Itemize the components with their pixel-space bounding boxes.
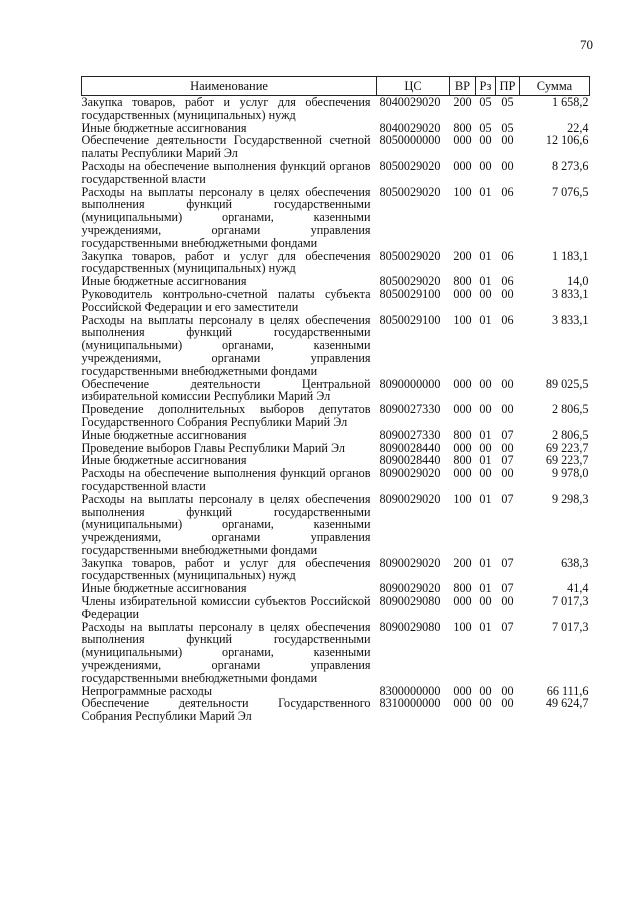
table-header-row <box>82 77 590 96</box>
cell-sum: 7 076,5 <box>551 184 589 199</box>
cell-rz: 00 <box>479 466 492 481</box>
cell-rz: 00 <box>479 696 492 711</box>
cell-pr: 07 <box>501 555 514 570</box>
table-row <box>82 621 590 685</box>
cell-vr: 800 <box>453 453 472 468</box>
cell-sum: 89 025,5 <box>545 376 589 391</box>
cell-vr: 000 <box>453 696 472 711</box>
cell-sum: 2 806,5 <box>551 427 589 442</box>
table-body <box>82 96 590 724</box>
cell-name: Члены избирательной комиссии субъектов Российской Федерации <box>81 594 371 621</box>
cell-rz: 01 <box>479 555 492 570</box>
cell-name: Закупка товаров, работ и услуг для обеспечения государственных (муниципальных) нужд <box>81 555 371 583</box>
cell-sum: 14,0 <box>567 274 589 289</box>
cell-name: Расходы на выплаты персоналу в целях обеспечения выполнения функций государственными (муниципальными) органами, казенными учреждениями, органами управления государственными внебюджетными фондами <box>81 619 371 685</box>
cell-name: Закупка товаров, работ и услуг для обеспечения государственных (муниципальных) нужд <box>81 248 371 276</box>
cell-rz: 00 <box>479 133 492 148</box>
cell-pr: 07 <box>501 491 514 506</box>
page-number: 70 <box>580 37 593 52</box>
cell-cs: 8050029020 <box>379 248 441 263</box>
cell-cs: 8050029020 <box>379 274 441 289</box>
cell-vr: 000 <box>453 402 472 417</box>
cell-rz: 01 <box>479 453 492 468</box>
cell-sum: 7 017,3 <box>551 619 589 634</box>
cell-cs: 8310000000 <box>379 696 441 711</box>
cell-sum: 9 298,3 <box>551 491 589 506</box>
cell-name: Обеспечение деятельности Государственной счетной палаты Республики Марий Эл <box>81 133 371 161</box>
cell-sum: 12 106,6 <box>545 133 589 148</box>
cell-cs: 8090000000 <box>379 376 441 391</box>
cell-sum: 3 833,1 <box>551 312 589 327</box>
cell-name: Закупка товаров, работ и услуг для обеспечения государственных (муниципальных) нужд <box>81 95 371 122</box>
cell-rz: 00 <box>479 286 492 301</box>
cell-name: Проведение выборов Главы Республики Марий Эл <box>81 440 345 455</box>
table-row <box>82 96 590 122</box>
cell-vr: 000 <box>453 376 472 391</box>
cell-pr: 00 <box>501 402 514 417</box>
cell-name: Иные бюджетные ассигнования <box>81 427 247 442</box>
cell-rz: 01 <box>479 581 492 596</box>
cell-sum: 9 978,0 <box>551 466 589 481</box>
cell-pr: 07 <box>501 581 514 596</box>
cell-sum: 69 223,7 <box>545 440 589 455</box>
cell-vr: 100 <box>453 312 472 327</box>
cell-cs: 8040029020 <box>379 95 441 109</box>
cell-sum: 41,4 <box>567 581 589 596</box>
cell-cs: 8090028440 <box>379 440 441 455</box>
cell-pr: 06 <box>501 274 514 289</box>
table-row <box>82 467 590 493</box>
header-name: Наименование <box>82 77 377 96</box>
cell-sum: 3 833,1 <box>551 286 589 301</box>
cell-pr: 00 <box>501 158 514 173</box>
cell-pr: 07 <box>501 427 514 442</box>
table-row <box>82 250 590 276</box>
cell-sum: 8 273,6 <box>551 158 589 173</box>
table-row <box>82 288 590 314</box>
table-row <box>82 403 590 429</box>
cell-rz: 01 <box>479 312 492 327</box>
table-row <box>82 429 590 442</box>
table-row <box>82 493 590 557</box>
cell-cs: 8090029020 <box>379 466 441 481</box>
cell-name: Иные бюджетные ассигнования <box>81 274 247 289</box>
cell-pr: 05 <box>501 120 514 135</box>
cell-sum: 66 111,6 <box>546 683 589 698</box>
header-sum: Сумма <box>520 77 590 96</box>
cell-pr: 00 <box>501 133 514 148</box>
cell-name: Обеспечение деятельности Центральной избирательной комиссии Республики Марий Эл <box>81 376 371 404</box>
cell-vr: 800 <box>453 427 472 442</box>
cell-name: Иные бюджетные ассигнования <box>81 120 247 135</box>
table-row <box>82 134 590 160</box>
cell-rz: 00 <box>479 440 492 455</box>
cell-name: Расходы на выплаты персоналу в целях обеспечения выполнения функций государственными (муниципальными) органами, казенными учреждениями, органами управления государственными внебюджетными фондами <box>81 184 371 250</box>
cell-rz: 00 <box>479 158 492 173</box>
cell-pr: 07 <box>501 453 514 468</box>
cell-vr: 000 <box>453 133 472 148</box>
cell-vr: 800 <box>453 581 472 596</box>
header-cs: ЦС <box>377 77 450 96</box>
cell-vr: 000 <box>453 158 472 173</box>
cell-sum: 638,3 <box>561 555 589 570</box>
cell-vr: 100 <box>453 619 472 634</box>
cell-vr: 000 <box>453 594 472 609</box>
cell-vr: 000 <box>453 286 472 301</box>
cell-rz: 00 <box>479 402 492 417</box>
cell-pr: 00 <box>501 440 514 455</box>
cell-pr: 00 <box>501 683 514 698</box>
header-vr: ВР <box>450 77 476 96</box>
table-row <box>82 160 590 186</box>
cell-pr: 05 <box>501 95 514 109</box>
cell-name: Расходы на выплаты персоналу в целях обеспечения выполнения функций государственными (муниципальными) органами, казенными учреждениями, органами управления государственными внебюджетными фондами <box>81 491 371 557</box>
cell-cs: 8090029020 <box>379 581 441 596</box>
cell-rz: 01 <box>479 274 492 289</box>
cell-cs: 8090027330 <box>379 427 441 442</box>
cell-cs: 8040029020 <box>379 120 441 135</box>
cell-rz: 01 <box>479 184 492 199</box>
cell-name: Непрограммные расходы <box>81 683 213 698</box>
cell-vr: 800 <box>453 274 472 289</box>
cell-sum: 7 017,3 <box>551 594 589 609</box>
table-row <box>82 697 590 723</box>
cell-vr: 000 <box>453 683 472 698</box>
cell-vr: 200 <box>453 555 472 570</box>
cell-sum: 2 806,5 <box>551 402 589 417</box>
cell-rz: 01 <box>479 619 492 634</box>
cell-cs: 8050000000 <box>379 133 441 148</box>
cell-cs: 8090029020 <box>379 491 441 506</box>
cell-sum: 49 624,7 <box>545 696 589 711</box>
cell-vr: 100 <box>453 491 472 506</box>
cell-cs: 8050029100 <box>379 286 441 301</box>
cell-vr: 200 <box>453 95 472 109</box>
cell-rz: 01 <box>479 491 492 506</box>
cell-pr: 00 <box>501 696 514 711</box>
table-row <box>82 378 590 404</box>
cell-cs: 8090029080 <box>379 619 441 634</box>
table-row <box>82 314 590 378</box>
cell-cs: 8090029020 <box>379 555 441 570</box>
cell-name: Руководитель контрольно-счетной палаты субъекта Российской Федерации и его заместители <box>81 286 371 314</box>
cell-name: Расходы на обеспечение выполнения функций органов государственной власти <box>81 158 371 186</box>
header-rz: Рз <box>476 77 496 96</box>
cell-name: Иные бюджетные ассигнования <box>81 453 247 468</box>
cell-vr: 000 <box>453 466 472 481</box>
cell-rz: 00 <box>479 594 492 609</box>
cell-vr: 800 <box>453 120 472 135</box>
cell-pr: 00 <box>501 594 514 609</box>
cell-cs: 8050029020 <box>379 158 441 173</box>
cell-rz: 05 <box>479 120 492 135</box>
cell-rz: 01 <box>479 248 492 263</box>
cell-name: Проведение дополнительных выборов депутатов Государственного Собрания Республики Марий Эл <box>81 402 371 429</box>
cell-cs: 8090029080 <box>379 594 441 609</box>
table-row <box>82 557 590 583</box>
cell-pr: 00 <box>501 286 514 301</box>
cell-sum: 1 183,1 <box>551 248 589 263</box>
cell-cs: 8090028440 <box>379 453 441 468</box>
cell-name: Расходы на выплаты персоналу в целях обеспечения выполнения функций государственными (муниципальными) органами, казенными учреждениями, органами управления государственными внебюджетными фондами <box>81 312 371 378</box>
cell-cs: 8050029020 <box>379 184 441 199</box>
cell-rz: 00 <box>479 683 492 698</box>
cell-name: Расходы на обеспечение выполнения функций органов государственной власти <box>81 466 371 493</box>
cell-cs: 8050029100 <box>379 312 441 327</box>
cell-sum: 22,4 <box>567 120 589 135</box>
table-row <box>82 186 590 250</box>
cell-vr: 000 <box>453 440 472 455</box>
cell-pr: 00 <box>501 466 514 481</box>
cell-name: Обеспечение деятельности Государственного Собрания Республики Марий Эл <box>81 696 371 724</box>
cell-sum: 1 658,2 <box>551 95 589 109</box>
cell-pr: 07 <box>501 619 514 634</box>
header-pr: ПР <box>496 77 520 96</box>
cell-sum: 69 223,7 <box>545 453 589 468</box>
cell-pr: 00 <box>501 376 514 391</box>
budget-table <box>81 76 590 723</box>
cell-rz: 05 <box>479 95 492 109</box>
cell-rz: 01 <box>479 427 492 442</box>
cell-vr: 100 <box>453 184 472 199</box>
cell-vr: 200 <box>453 248 472 263</box>
cell-pr: 06 <box>501 312 514 327</box>
cell-name: Иные бюджетные ассигнования <box>81 581 247 596</box>
cell-pr: 06 <box>501 248 514 263</box>
cell-rz: 00 <box>479 376 492 391</box>
cell-cs: 8090027330 <box>379 402 441 417</box>
cell-pr: 06 <box>501 184 514 199</box>
cell-cs: 8300000000 <box>379 683 441 698</box>
table-row <box>82 595 590 621</box>
